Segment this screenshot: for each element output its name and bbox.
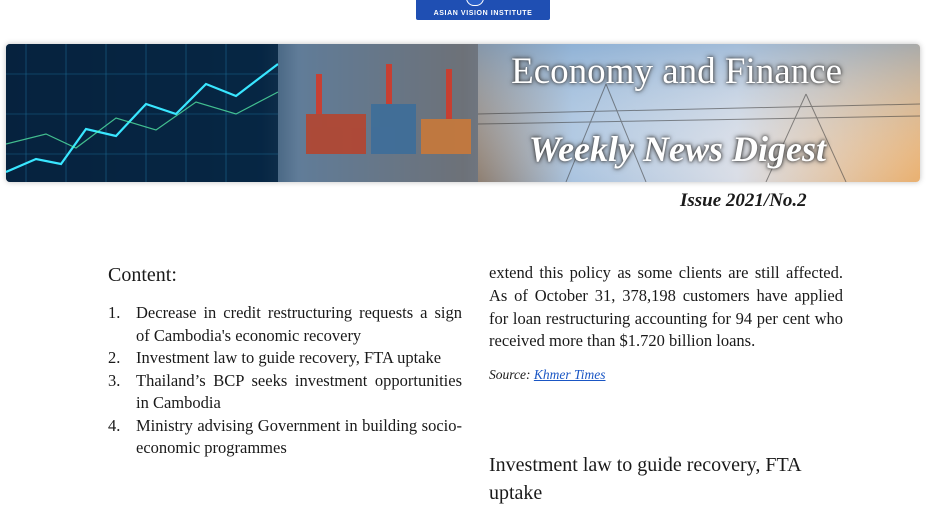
- logo-text: ASIAN VISION INSTITUTE: [433, 10, 533, 17]
- toc-item[interactable]: [108, 302, 462, 347]
- banner-title: Economy and Finance: [511, 51, 842, 92]
- article-column: [489, 262, 843, 383]
- toc-item[interactable]: [108, 415, 462, 460]
- toc-item-text: Decrease in credit restructuring requests a sign of Cambodia's economic recovery: [136, 303, 462, 345]
- source-label: Source:: [489, 367, 531, 383]
- issue-number: Issue 2021/No.2: [680, 190, 807, 211]
- toc-item-text: Thailand’s BCP seeks investment opportunities in Cambodia: [136, 370, 462, 412]
- toc-item-number: 2.: [108, 348, 121, 367]
- article-paragraph: extend this policy as some clients are still affected. As of October 31, 378,198 customers have applied for loan restructuring accounting for 94 per cent who received more than $1.720 billion loans.: [489, 263, 843, 351]
- toc-item-number: 1.: [108, 303, 121, 322]
- banner-subtitle: Weekly News Digest: [528, 129, 826, 169]
- header-banner: [6, 44, 920, 182]
- toc-item-text: Ministry advising Government in building socio-economic programmes: [136, 415, 462, 457]
- toc-item-number: 4.: [108, 415, 121, 435]
- article-source: [489, 367, 843, 383]
- table-of-contents: [108, 302, 462, 460]
- source-link[interactable]: Khmer Times: [533, 367, 606, 383]
- logo-banner: [416, 0, 550, 20]
- content-heading: Content:: [108, 264, 177, 286]
- toc-item-number: 3.: [108, 370, 121, 390]
- toc-item[interactable]: [108, 370, 462, 415]
- toc-item[interactable]: [108, 347, 462, 370]
- toc-item-text: Investment law to guide recovery, FTA uptake: [136, 348, 442, 367]
- section-title: Investment law to guide recovery, FTA uptake: [489, 454, 801, 504]
